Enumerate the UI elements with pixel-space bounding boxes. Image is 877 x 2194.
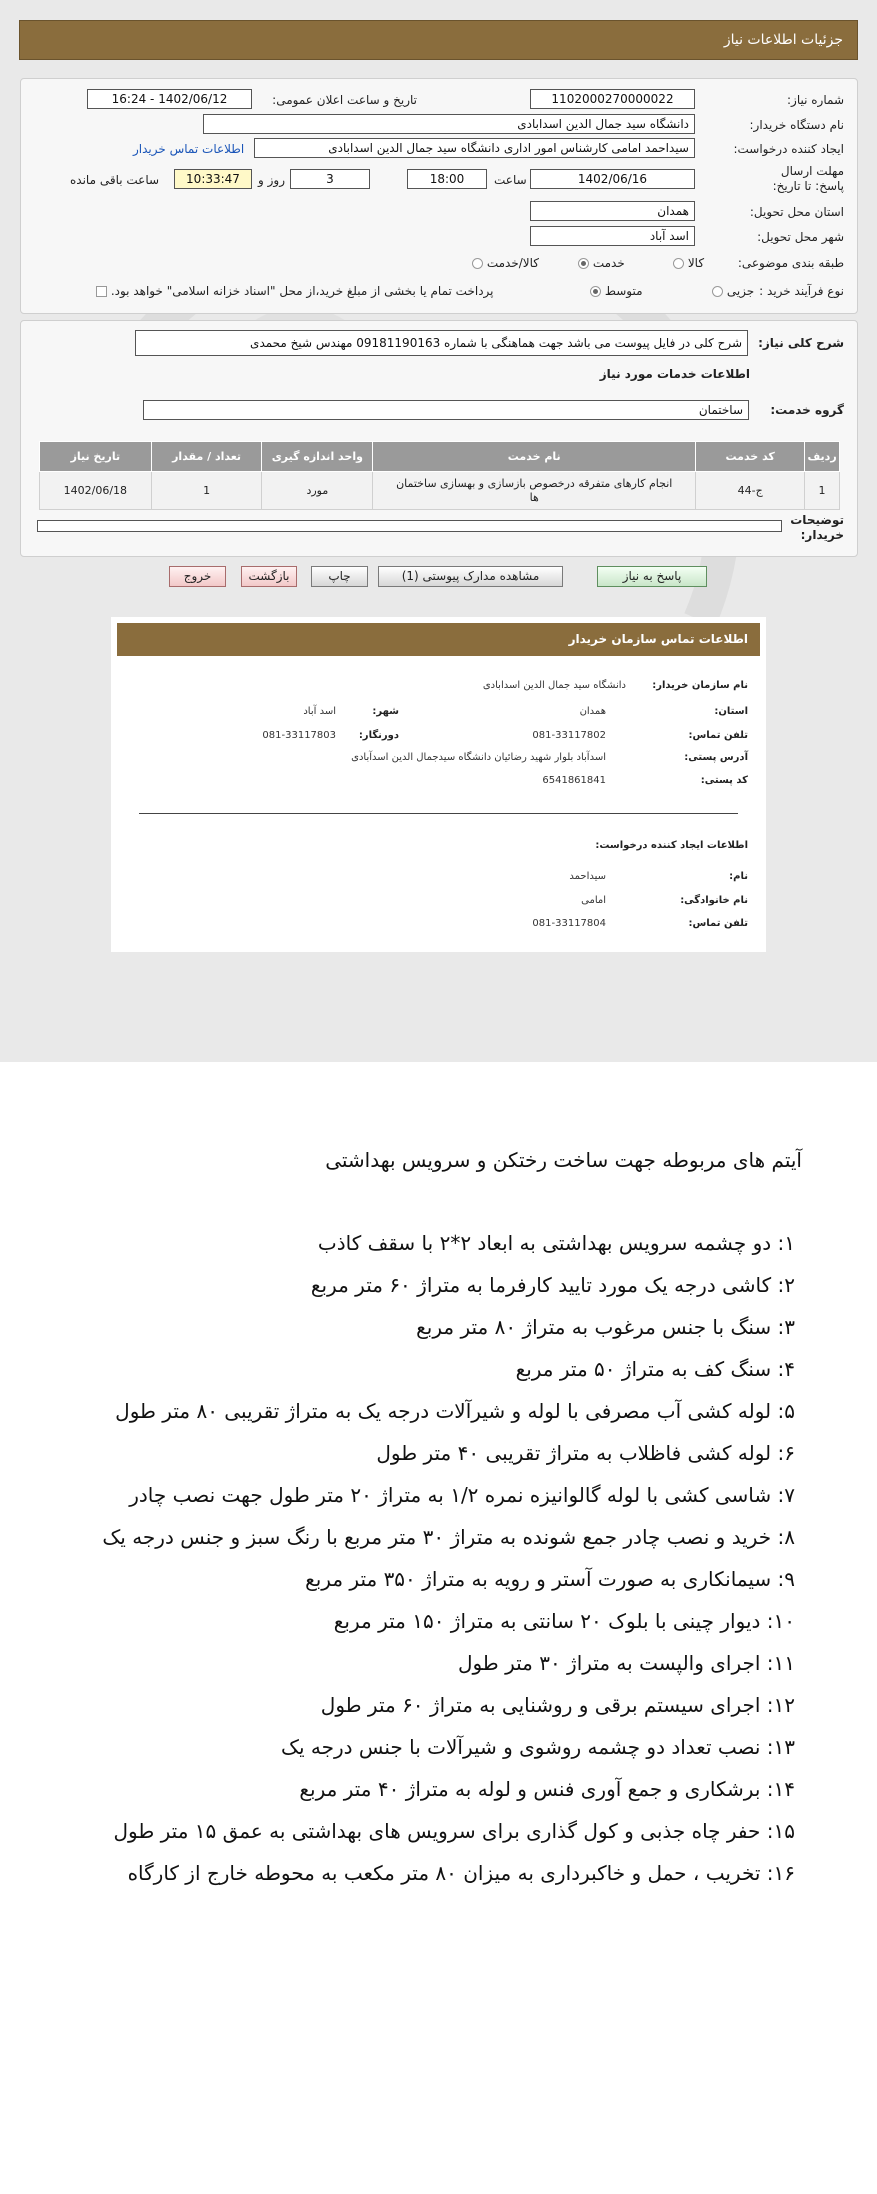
list-item: ۱۳: نصب تعداد دو چشمه روشوی و شیرآلات با جنس درجه یک <box>281 1735 795 1759</box>
radio-icon <box>472 258 483 269</box>
service-group-label: گروه خدمت: <box>770 403 844 417</box>
radio-selected-icon <box>578 258 589 269</box>
province-value: همدان <box>579 706 606 717</box>
phone-value: 081-33117802 <box>532 730 606 741</box>
deadline-label: مهلت ارسال پاسخ: تا تاریخ: <box>772 164 844 193</box>
list-item: ۶: لوله کشی فاظلاب به متراژ تقریبی ۴۰ متر طول <box>376 1441 795 1465</box>
col-row: ردیف <box>805 442 840 472</box>
contact-card-title: اطلاعات تماس سازمان خریدار <box>117 623 760 656</box>
announce-datetime-field: 1402/06/12 - 16:24 <box>87 89 252 109</box>
service-group-field: ساختمان <box>143 400 749 420</box>
first-name-value: سیداحمد <box>569 871 606 882</box>
deadline-time-label: ساعت <box>494 173 527 187</box>
remaining-days-field: 3 <box>290 169 370 189</box>
list-item: ۳: سنگ با جنس مرغوب به متراژ ۸۰ متر مربع <box>416 1315 795 1339</box>
category-option-goods-service[interactable]: کالا/خدمت <box>472 256 539 270</box>
list-item: ۱۶: تخریب ، حمل و خاکبرداری به میزان ۸۰ متر مکعب به محوطه خارج از کارگاه <box>127 1861 795 1885</box>
days-label: روز و <box>258 173 285 187</box>
cell-unit: مورد <box>262 472 373 510</box>
col-code: کد خدمت <box>696 442 805 472</box>
radio-icon <box>673 258 684 269</box>
treasury-payment-checkbox[interactable]: پرداخت تمام یا بخشی از مبلغ خرید،از محل "اسناد خزانه اسلامی" خواهد بود. <box>96 284 494 298</box>
remaining-time-field: 10:33:47 <box>174 169 252 189</box>
city-label: شهر محل تحویل: <box>757 230 844 244</box>
radio-icon <box>712 286 723 297</box>
reply-button[interactable]: پاسخ به نیاز <box>597 566 707 587</box>
category-option-goods[interactable]: کالا <box>673 256 704 270</box>
exit-button[interactable]: خروج <box>169 566 226 587</box>
buyer-notes-field <box>37 520 782 532</box>
need-details-screen <box>0 0 877 1062</box>
deadline-date-field: 1402/06/16 <box>530 169 695 189</box>
province-field: همدان <box>530 201 695 221</box>
cell-qty: 1 <box>151 472 262 510</box>
requester-field: سیداحمد امامی کارشناس امور اداری دانشگاه سید جمال الدین اسدابادی <box>254 138 695 158</box>
need-number-label: شماره نیاز: <box>787 93 844 107</box>
list-item: ۵: لوله کشی آب مصرفی با لوله و شیرآلات درجه یک به متراژ تقریبی ۸۰ متر طول <box>115 1399 795 1423</box>
purchase-option-minor[interactable]: جزیی <box>712 284 754 298</box>
list-item: ۲: کاشی درجه یک مورد تایید کارفرما به متراژ ۶۰ متر مربع <box>310 1273 795 1297</box>
list-item: ۱۱: اجرای والپست به متراژ ۳۰ متر طول <box>457 1651 795 1675</box>
services-section-title: اطلاعات خدمات مورد نیاز <box>599 367 750 381</box>
creator-phone-value: 081-33117804 <box>532 918 606 929</box>
buyer-notes-label: توضیحات خریدار: <box>790 513 844 542</box>
remaining-label: ساعت باقی مانده <box>70 173 160 187</box>
services-table <box>39 441 840 510</box>
first-name-label: نام: <box>729 871 748 882</box>
address-value: اسدآباد بلوار شهید رضائیان دانشگاه سیدجمال الدین اسدآبادی <box>351 752 606 763</box>
address-label: آدرس پستی: <box>684 752 748 763</box>
province-label: استان محل تحویل: <box>749 205 844 219</box>
list-item: ۱۵: حفر چاه جذبی و کول گذاری برای سرویس های بهداشتی به عمق ۱۵ متر طول <box>113 1819 795 1843</box>
fax-value: 081-33117803 <box>262 730 336 741</box>
fax-label: دورنگار: <box>358 730 399 741</box>
creator-phone-label: تلفن تماس: <box>688 918 748 929</box>
view-documents-button[interactable]: مشاهده مدارک پیوستی (1) <box>378 566 563 587</box>
list-item: ۴: سنگ کف به متراژ ۵۰ متر مربع <box>515 1357 795 1381</box>
cell-code: ج-44 <box>696 472 805 510</box>
announce-datetime-label: تاریخ و ساعت اعلان عمومی: <box>272 93 417 107</box>
col-name: نام خدمت <box>373 442 696 472</box>
table-header-row <box>40 442 840 472</box>
postal-code-value: 6541861841 <box>542 775 606 786</box>
col-date: تاریخ نیاز <box>40 442 152 472</box>
requester-label: ایجاد کننده درخواست: <box>733 142 844 156</box>
back-button[interactable]: بازگشت <box>241 566 297 587</box>
table-row <box>40 472 840 510</box>
list-item: ۱: دو چشمه سرویس بهداشتی به ابعاد ۲*۲ با سقف کاذب <box>317 1231 795 1255</box>
cell-date: 1402/06/18 <box>40 472 152 510</box>
col-qty: تعداد / مقدار <box>151 442 262 472</box>
list-item: ۸: خرید و نصب چادر جمع شونده به متراژ ۳۰ متر مربع با رنگ سبز و جنس درجه یک <box>102 1525 795 1549</box>
description-label: شرح کلی نیاز: <box>758 336 844 350</box>
cell-name: انجام کارهای متفرقه درخصوص بازسازی و بهسازی ساختمان ها <box>373 472 696 510</box>
org-label: نام سازمان خریدار: <box>652 680 748 691</box>
divider <box>139 813 738 814</box>
buyer-org-label: نام دستگاه خریدار: <box>749 118 844 132</box>
category-label: طبقه بندی موضوعی: <box>737 256 844 270</box>
checkbox-icon <box>96 286 107 297</box>
page-title: جزئیات اطلاعات نیاز <box>19 20 858 60</box>
purchase-type-label: نوع فرآیند خرید : <box>759 284 844 298</box>
purchase-option-medium[interactable]: متوسط <box>590 284 643 298</box>
need-number-field: 1102000270000022 <box>530 89 695 109</box>
buyer-org-field: دانشگاه سید جمال الدین اسدابادی <box>203 114 695 134</box>
col-unit: واحد اندازه گیری <box>262 442 373 472</box>
category-option-service[interactable]: خدمت <box>578 256 625 270</box>
list-item: ۱۰: دیوار چینی با بلوک ۲۰ سانتی به متراژ ۱۵۰ متر مربع <box>333 1609 795 1633</box>
attachment-title: آیتم های مربوطه جهت ساخت رختکن و سرویس بهداشتی <box>325 1148 802 1172</box>
province-label: استان: <box>714 706 748 717</box>
phone-label: تلفن تماس: <box>688 730 748 741</box>
city-value: اسد آباد <box>303 706 336 717</box>
radio-selected-icon <box>590 286 601 297</box>
city-field: اسد آباد <box>530 226 695 246</box>
city-label: شهر: <box>372 706 399 717</box>
list-item: ۷: شاسی کشی با لوله گالوانیزه نمره ۱/۲ به متراژ ۲۰ متر طول جهت نصب چادر <box>129 1483 795 1507</box>
last-name-label: نام خانوادگی: <box>680 895 748 906</box>
list-item: ۱۴: برشکاری و جمع آوری فنس و لوله به متراژ ۴۰ متر مربع <box>299 1777 795 1801</box>
deadline-time-field: 18:00 <box>407 169 487 189</box>
postal-code-label: کد پستی: <box>700 775 748 786</box>
cell-row: 1 <box>805 472 840 510</box>
description-field: شرح کلی در فایل پیوست می باشد جهت هماهنگی با شماره 09181190163 مهندس شیخ محمدی <box>135 330 748 356</box>
list-item: ۱۲: اجرای سیستم برقی و روشنایی به متراژ ۶۰ متر طول <box>320 1693 795 1717</box>
org-value: دانشگاه سید جمال الدین اسدابادی <box>482 680 626 691</box>
buyer-contact-card <box>111 617 766 952</box>
buyer-contact-link[interactable]: اطلاعات تماس خریدار <box>133 142 245 156</box>
list-item: ۹: سیمانکاری به صورت آستر و رویه به متراژ ۳۵۰ متر مربع <box>305 1567 795 1591</box>
last-name-value: امامی <box>581 895 606 906</box>
print-button[interactable]: چاپ <box>311 566 368 587</box>
creator-section-title: اطلاعات ایجاد کننده درخواست: <box>595 840 748 851</box>
